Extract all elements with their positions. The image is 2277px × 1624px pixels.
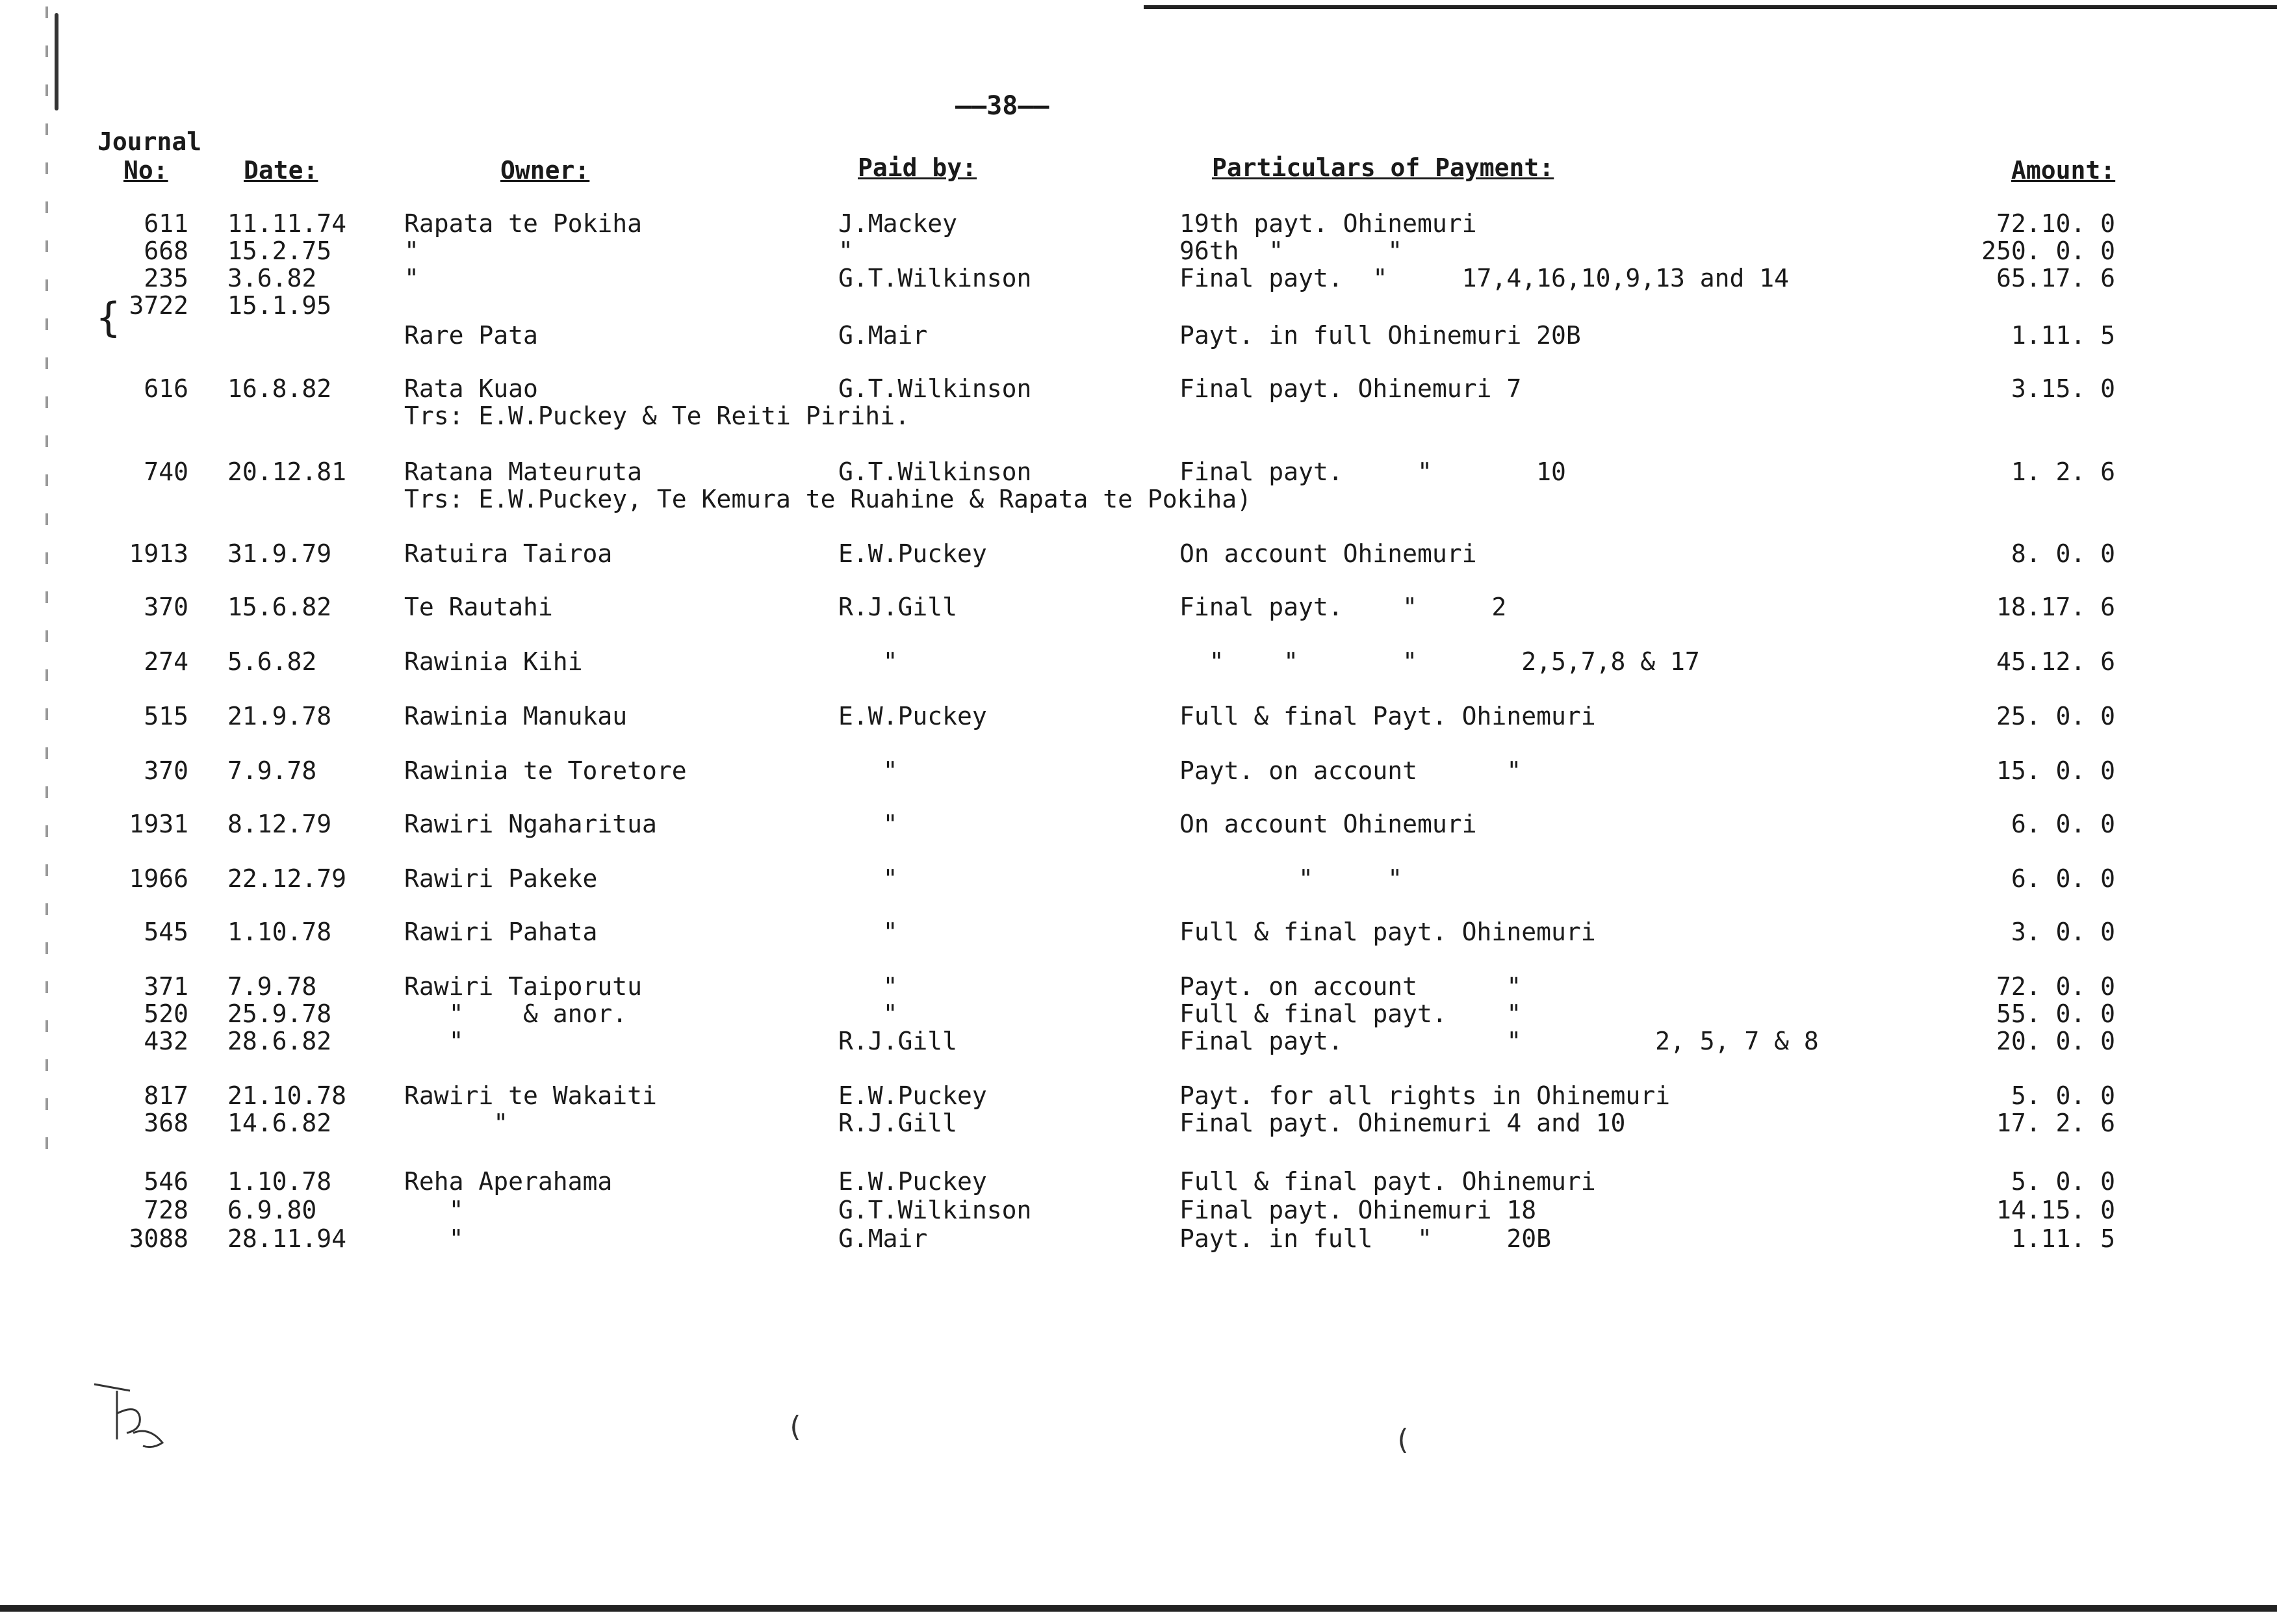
row-journal-no: 368 <box>144 1109 188 1137</box>
row-amount: 250. 0. 0 <box>1981 237 2115 265</box>
row-paid-by: " <box>838 756 898 785</box>
row-date: 15.1.95 <box>227 291 332 320</box>
row-amount: 1.11. 5 <box>2011 321 2115 350</box>
row-date: 16.8.82 <box>227 374 332 403</box>
row-date: 11.11.74 <box>227 209 347 238</box>
row-amount: 20. 0. 0 <box>1996 1027 2115 1055</box>
row-date: 8.12.79 <box>227 810 332 838</box>
header-journal-line2: No: <box>123 156 168 185</box>
row-particulars: Full & final payt. " <box>1179 999 1522 1028</box>
header-date: Date: <box>244 156 318 185</box>
row-paid-by: " <box>838 647 898 676</box>
row-date: 20.12.81 <box>227 458 347 486</box>
row-particulars: Full & final Payt. Ohinemuri <box>1179 702 1596 730</box>
row-owner: " <box>404 237 419 265</box>
row-journal-no: 235 <box>144 264 188 292</box>
row-particulars: Payt. on account " <box>1179 972 1522 1001</box>
row-journal-no: 371 <box>144 972 188 1001</box>
row-particulars: 19th payt. Ohinemuri <box>1179 209 1477 238</box>
row-owner: Rawiri te Wakaiti <box>404 1081 657 1110</box>
row-paid-by: G.T.Wilkinson <box>838 458 1032 486</box>
header-amount: Amount: <box>2011 156 2116 185</box>
page-number: ——38—— <box>955 91 1049 121</box>
row-paid-by: " <box>838 972 898 1001</box>
row-owner: Trs: E.W.Puckey & Te Reiti Pirihi. <box>404 402 910 430</box>
row-journal-no: 728 <box>144 1196 188 1224</box>
row-owner: " <box>404 264 419 292</box>
row-amount: 15. 0. 0 <box>1996 756 2115 785</box>
header-journal-line1: Journal <box>97 127 202 156</box>
row-particulars: Final payt. Ohinemuri 7 <box>1179 374 1522 403</box>
row-owner: Ratuira Tairoa <box>404 539 613 568</box>
row-owner: Rapata te Pokiha <box>404 209 643 238</box>
row-particulars: Payt. in full " 20B <box>1179 1224 1551 1253</box>
row-owner: Ratana Mateuruta <box>404 458 643 486</box>
row-amount: 3.15. 0 <box>2011 374 2115 403</box>
row-date: 15.6.82 <box>227 593 332 621</box>
row-journal-no: 520 <box>144 999 188 1028</box>
header-particulars: Particulars of Payment: <box>1212 153 1554 182</box>
row-paid-by: G.T.Wilkinson <box>838 1196 1032 1224</box>
row-journal-no: 546 <box>144 1167 188 1196</box>
row-date: 15.2.75 <box>227 237 332 265</box>
row-amount: 5. 0. 0 <box>2011 1167 2115 1196</box>
row-particulars: Final payt. " 2, 5, 7 & 8 <box>1179 1027 1819 1055</box>
row-owner: Rata Kuao <box>404 374 538 403</box>
handwritten-initials <box>91 1378 182 1456</box>
row-owner: " <box>404 1027 464 1055</box>
row-amount: 14.15. 0 <box>1996 1196 2115 1224</box>
row-paid-by: R.J.Gill <box>838 593 958 621</box>
row-journal-no: 1966 <box>129 864 188 893</box>
row-particulars: Payt. in full Ohinemuri 20B <box>1179 321 1581 350</box>
row-amount: 25. 0. 0 <box>1996 702 2115 730</box>
row-journal-no: 616 <box>144 374 188 403</box>
row-owner: Te Rautahi <box>404 593 553 621</box>
row-amount: 1. 2. 6 <box>2011 458 2115 486</box>
row-amount: 6. 0. 0 <box>2011 864 2115 893</box>
row-journal-no: 370 <box>144 593 188 621</box>
row-paid-by: " <box>838 864 898 893</box>
row-journal-no: 432 <box>144 1027 188 1055</box>
row-amount: 72.10. 0 <box>1996 209 2115 238</box>
row-particulars: Final payt. " 17,4,16,10,9,13 and 14 <box>1179 264 1789 292</box>
row-paid-by: G.Mair <box>838 321 928 350</box>
row-paid-by: " <box>838 918 898 946</box>
row-particulars: Final payt. Ohinemuri 4 and 10 <box>1179 1109 1626 1137</box>
row-date: 3.6.82 <box>227 264 317 292</box>
row-journal-no: 611 <box>144 209 188 238</box>
stray-paren-left: ( <box>786 1410 804 1443</box>
row-date: 1.10.78 <box>227 918 332 946</box>
row-amount: 65.17. 6 <box>1996 264 2115 292</box>
header-owner: Owner: <box>500 156 590 185</box>
row-paid-by: E.W.Puckey <box>838 539 987 568</box>
row-journal-no: 668 <box>144 237 188 265</box>
row-particulars: On account Ohinemuri <box>1179 539 1477 568</box>
row-particulars: Full & final payt. Ohinemuri <box>1179 1167 1596 1196</box>
row-date: 21.10.78 <box>227 1081 347 1110</box>
row-journal-no: 370 <box>144 756 188 785</box>
top-rule <box>1144 5 2277 9</box>
row-date: 7.9.78 <box>227 756 317 785</box>
row-owner: " <box>404 1224 464 1253</box>
row-journal-no: 545 <box>144 918 188 946</box>
row-amount: 45.12. 6 <box>1996 647 2115 676</box>
row-owner: Trs: E.W.Puckey, Te Kemura te Ruahine & Rapata te Pokiha) <box>404 485 1252 513</box>
row-owner: " <box>404 1196 464 1224</box>
row-paid-by: G.Mair <box>838 1224 928 1253</box>
row-date: 5.6.82 <box>227 647 317 676</box>
row-journal-no: 1931 <box>129 810 188 838</box>
row-journal-no: 817 <box>144 1081 188 1110</box>
row-paid-by: J.Mackey <box>838 209 958 238</box>
stray-paren-right: ( <box>1394 1423 1411 1456</box>
row-date: 31.9.79 <box>227 539 332 568</box>
row-paid-by: " <box>838 999 898 1028</box>
row-paid-by: G.T.Wilkinson <box>838 374 1032 403</box>
row-amount: 6. 0. 0 <box>2011 810 2115 838</box>
row-date: 28.11.94 <box>227 1224 347 1253</box>
row-paid-by: E.W.Puckey <box>838 1081 987 1110</box>
row-amount: 8. 0. 0 <box>2011 539 2115 568</box>
margin-binding-marks <box>45 6 48 1176</box>
row-owner: Rawiri Pahata <box>404 918 598 946</box>
row-owner: Rare Pata <box>404 321 538 350</box>
row-amount: 18.17. 6 <box>1996 593 2115 621</box>
row-particulars: Final payt. " 10 <box>1179 458 1566 486</box>
row-amount: 3. 0. 0 <box>2011 918 2115 946</box>
row-journal-no: 3088 <box>129 1224 188 1253</box>
row-date: 28.6.82 <box>227 1027 332 1055</box>
row-date: 25.9.78 <box>227 999 332 1028</box>
row-owner: Rawinia Kihi <box>404 647 583 676</box>
row-journal-no: 515 <box>144 702 188 730</box>
row-particulars: On account Ohinemuri <box>1179 810 1477 838</box>
row-particulars: Final payt. Ohinemuri 18 <box>1179 1196 1537 1224</box>
row-particulars: Payt. on account " <box>1179 756 1522 785</box>
row-particulars: Full & final payt. Ohinemuri <box>1179 918 1596 946</box>
row-date: 14.6.82 <box>227 1109 332 1137</box>
row-owner: Rawinia te Toretore <box>404 756 687 785</box>
row-paid-by: " <box>838 237 853 265</box>
row-amount: 17. 2. 6 <box>1996 1109 2115 1137</box>
brace-mark: { <box>96 294 121 341</box>
row-date: 7.9.78 <box>227 972 317 1001</box>
row-particulars: " " <box>1179 864 1403 893</box>
row-particulars: Final payt. " 2 <box>1179 593 1507 621</box>
row-particulars: " " " 2,5,7,8 & 17 <box>1179 647 1700 676</box>
header-paid-by: Paid by: <box>858 153 977 182</box>
row-journal-no: 1913 <box>129 539 188 568</box>
row-amount: 5. 0. 0 <box>2011 1081 2115 1110</box>
row-paid-by: R.J.Gill <box>838 1027 958 1055</box>
row-amount: 72. 0. 0 <box>1996 972 2115 1001</box>
row-owner: Reha Aperahama <box>404 1167 613 1196</box>
row-owner: Rawiri Taiporutu <box>404 972 643 1001</box>
row-owner: Rawiri Pakeke <box>404 864 598 893</box>
row-date: 1.10.78 <box>227 1167 332 1196</box>
row-journal-no: 3722 <box>129 291 188 320</box>
row-date: 22.12.79 <box>227 864 347 893</box>
bottom-rule <box>0 1605 2277 1612</box>
row-amount: 55. 0. 0 <box>1996 999 2115 1028</box>
row-owner: " & anor. <box>404 999 628 1028</box>
row-particulars: Payt. for all rights in Ohinemuri <box>1179 1081 1670 1110</box>
row-date: 21.9.78 <box>227 702 332 730</box>
row-date: 6.9.80 <box>227 1196 317 1224</box>
row-paid-by: R.J.Gill <box>838 1109 958 1137</box>
row-owner: Rawiri Ngaharitua <box>404 810 657 838</box>
row-owner: Rawinia Manukau <box>404 702 628 730</box>
row-owner: " <box>404 1109 509 1137</box>
row-amount: 1.11. 5 <box>2011 1224 2115 1253</box>
row-particulars: 96th " " <box>1179 237 1403 265</box>
row-paid-by: G.T.Wilkinson <box>838 264 1032 292</box>
row-journal-no: 740 <box>144 458 188 486</box>
row-journal-no: 274 <box>144 647 188 676</box>
row-paid-by: " <box>838 810 898 838</box>
margin-pen-mark <box>55 13 58 110</box>
row-paid-by: E.W.Puckey <box>838 702 987 730</box>
row-paid-by: E.W.Puckey <box>838 1167 987 1196</box>
